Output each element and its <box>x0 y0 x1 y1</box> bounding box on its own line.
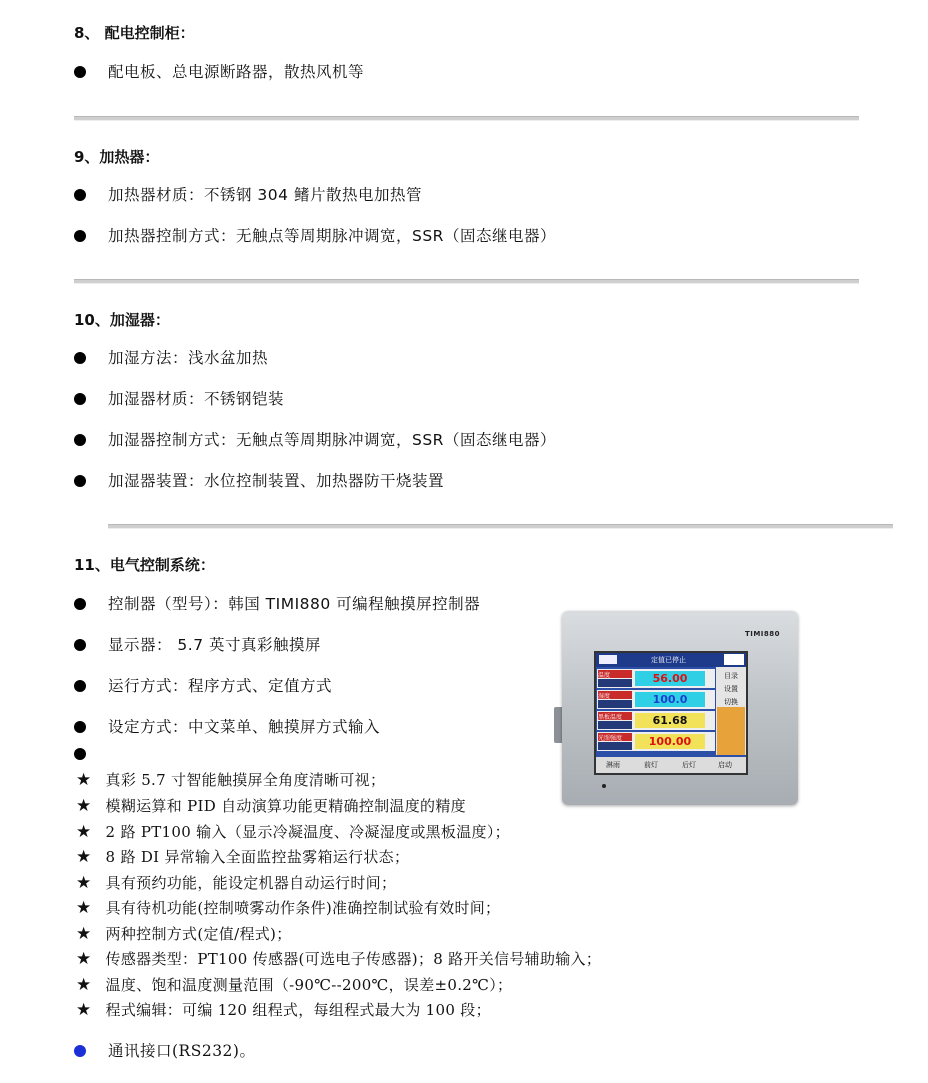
screen-row-value: 100.0 <box>635 692 705 707</box>
feature-item <box>76 897 500 919</box>
controller-device-image <box>562 611 798 805</box>
feature-text: 程式编辑：可编 120 组程式，每组程式最大为 100 段； <box>105 1001 491 1019</box>
screen-row-value: 56.00 <box>635 671 705 686</box>
divider <box>108 524 893 529</box>
screen-button-menu: 目录 <box>724 672 738 680</box>
feature-item <box>76 872 396 894</box>
feature-item <box>76 795 466 817</box>
screen-row-value: 100.00 <box>635 734 705 749</box>
bullet-icon <box>74 475 86 487</box>
screen-button-settings: 设置 <box>724 685 738 693</box>
bullet-icon <box>74 1045 86 1057</box>
screen-clock <box>724 654 744 665</box>
feature-text: 温度、饱和温度测量范围（-90℃--200℃，误差±0.2℃）； <box>105 976 513 994</box>
section-9-heading: 9、加热器： <box>74 148 160 166</box>
screen-row-sub <box>598 679 632 687</box>
device-mount <box>554 707 562 743</box>
list-item-text: 运行方式：程序方式、定值方式 <box>108 677 333 695</box>
bullet-icon <box>74 352 86 364</box>
list-item <box>74 184 422 206</box>
star-icon: ★ <box>76 822 92 842</box>
list-item <box>74 675 332 697</box>
star-icon: ★ <box>76 924 92 944</box>
bullet-icon <box>74 598 86 610</box>
screen-row-label: 光照强度 <box>598 733 632 741</box>
device-screen <box>594 651 748 775</box>
list-item <box>74 716 380 738</box>
feature-text: 具有预约功能，能设定机器自动运行时间； <box>105 874 397 892</box>
list-item <box>74 347 268 369</box>
list-item-text: 加湿方法：浅水盆加热 <box>108 349 269 367</box>
screen-row-value: 61.68 <box>635 713 705 728</box>
screen-button-start: 启动 <box>718 761 732 769</box>
list-item <box>74 593 480 615</box>
section-8-heading: 8、 配电控制柜： <box>74 24 195 42</box>
bullet-icon <box>74 680 86 692</box>
list-item-text: 通讯接口(RS232)。 <box>108 1042 256 1060</box>
screen-header <box>596 653 746 667</box>
list-item-text: 加湿器材质：不锈钢铠装 <box>108 390 285 408</box>
feature-text: 传感器类型：PT100 传感器(可选电子传感器)；8 路开关信号辅助输入； <box>105 950 602 968</box>
star-icon: ★ <box>76 975 92 995</box>
feature-text: 具有待机功能(控制喷雾动作条件)准确控制试验有效时间； <box>105 899 501 917</box>
screen-row-sub <box>598 721 632 729</box>
screen-button-switch: 切换 <box>724 698 738 706</box>
list-item <box>74 470 444 492</box>
screen-button-front-light: 前灯 <box>644 761 658 769</box>
list-item <box>74 388 284 410</box>
list-item <box>74 61 364 83</box>
feature-item <box>76 974 512 996</box>
feature-text: 两种控制方式(定值/程式)； <box>105 925 292 943</box>
list-item-text: 加湿器控制方式：无触点等周期脉冲调宽，SSR（固态继电器） <box>108 431 556 449</box>
divider <box>74 279 859 284</box>
star-icon: ★ <box>76 796 92 816</box>
device-brand: TIMI880 <box>744 630 780 638</box>
screen-button-rain: 淋雨 <box>606 761 620 769</box>
feature-text: 真彩 5.7 寸智能触摸屏全角度清晰可视； <box>105 771 386 789</box>
screen-bottom-bar <box>596 757 746 773</box>
star-icon: ★ <box>76 873 92 893</box>
feature-item <box>76 846 409 868</box>
screen-row-label: 湿度 <box>598 691 632 699</box>
bullet-icon <box>74 393 86 405</box>
feature-item <box>76 821 510 843</box>
screen-title: 定值已停止 <box>651 656 686 664</box>
list-item-text: 加热器材质：不锈钢 304 鳍片散热电加热管 <box>108 186 422 204</box>
bullet-icon <box>74 721 86 733</box>
screen-row <box>597 669 715 688</box>
list-item-text: 加热器控制方式：无触点等周期脉冲调宽，SSR（固态继电器） <box>108 227 556 245</box>
star-icon: ★ <box>76 898 92 918</box>
bullet-icon <box>74 639 86 651</box>
feature-text: 8 路 DI 异常输入全面监控盐雾箱运行状态； <box>105 848 410 866</box>
screen-button-rear-light: 后灯 <box>682 761 696 769</box>
device-led <box>602 784 606 788</box>
bullet-icon <box>74 189 86 201</box>
screen-logo <box>599 655 617 664</box>
screen-status-panel <box>717 707 745 755</box>
feature-item <box>76 999 491 1021</box>
bullet-icon <box>74 66 86 78</box>
list-item-text: 配电板、总电源断路器，散热风机等 <box>108 63 365 81</box>
screen-row-label: 黑板温度 <box>598 712 632 720</box>
feature-text: 2 路 PT100 输入（显示冷凝温度、冷凝湿度或黑板温度）； <box>105 823 510 841</box>
screen-row-sub <box>598 742 632 750</box>
list-item <box>74 225 556 247</box>
feature-item <box>76 948 601 970</box>
list-item-text: 加湿器装置：水位控制装置、加热器防干烧装置 <box>108 472 445 490</box>
list-item <box>74 429 556 451</box>
feature-item <box>76 769 385 791</box>
screen-row <box>597 690 715 709</box>
section-10-heading: 10、加湿器： <box>74 311 170 329</box>
bullet-icon <box>74 748 86 760</box>
screen-row <box>597 711 715 730</box>
list-item-text: 显示器： 5.7 英寸真彩触摸屏 <box>108 636 322 654</box>
feature-text: 模糊运算和 PID 自动演算功能更精确控制温度的精度 <box>105 797 466 815</box>
screen-row-label: 温度 <box>598 670 632 678</box>
star-icon: ★ <box>76 949 92 969</box>
screen-row-sub <box>598 700 632 708</box>
star-icon: ★ <box>76 770 92 790</box>
bullet-icon <box>74 434 86 446</box>
screen-row <box>597 732 715 751</box>
star-icon: ★ <box>76 847 92 867</box>
section-11-heading: 11、电气控制系统： <box>74 556 215 574</box>
divider <box>74 116 859 121</box>
list-item-text: 设定方式：中文菜单、触摸屏方式输入 <box>108 718 381 736</box>
list-item <box>74 1040 255 1062</box>
feature-item <box>76 923 292 945</box>
list-item-text: 控制器（型号）：韩国 TIMI880 可编程触摸屏控制器 <box>108 595 481 613</box>
list-item <box>74 634 321 656</box>
list-item <box>74 743 108 765</box>
star-icon: ★ <box>76 1000 92 1020</box>
bullet-icon <box>74 230 86 242</box>
